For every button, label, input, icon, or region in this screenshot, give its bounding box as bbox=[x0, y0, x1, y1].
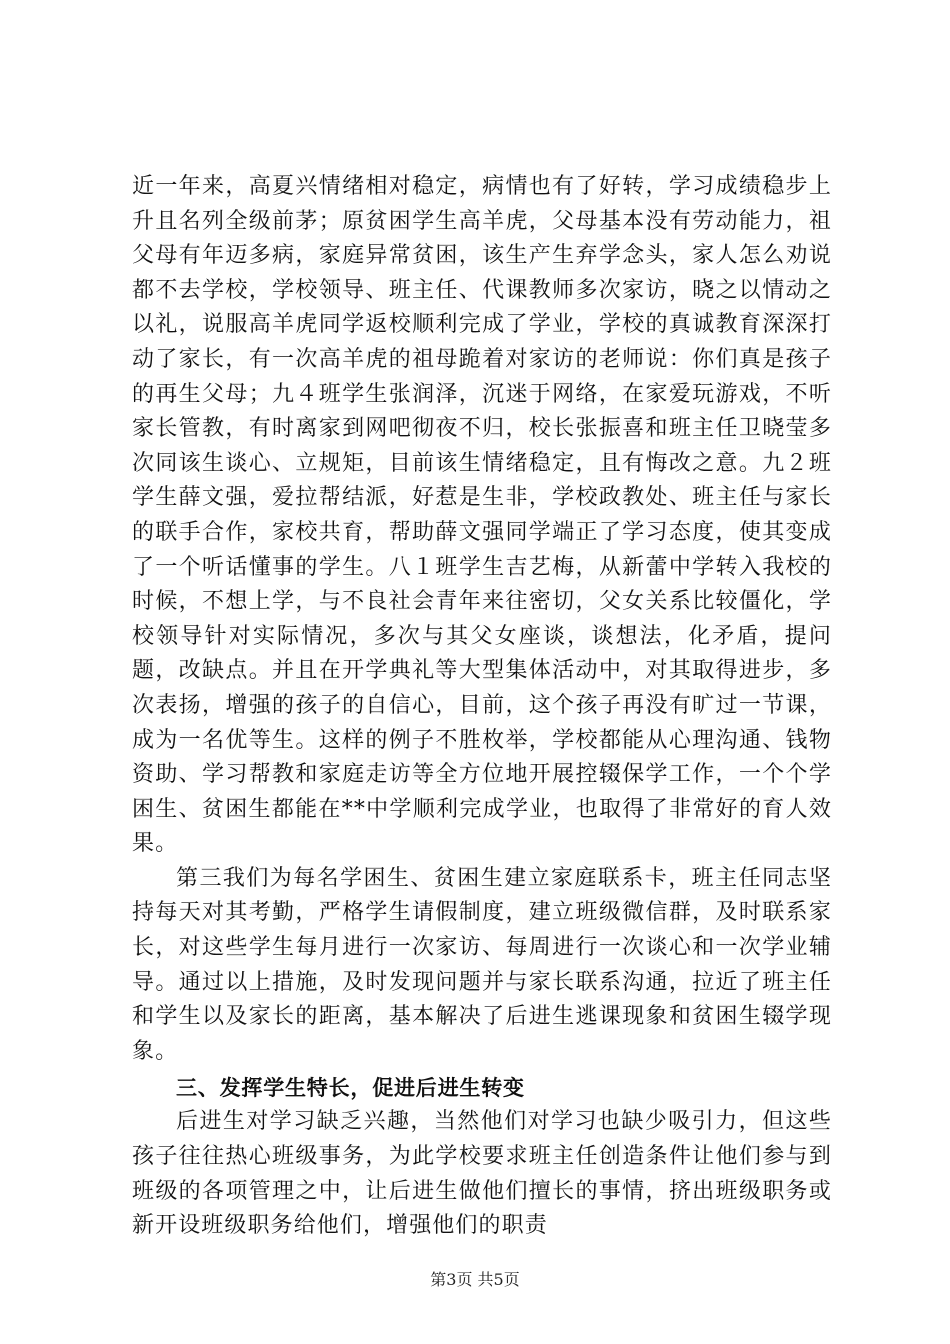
page-number-footer: 第3页 共5页 bbox=[430, 1270, 520, 1289]
body-paragraph: 后进生对学习缺乏兴趣，当然他们对学习也缺少吸引力，但这些孩子往往热心班级事务，为此学校要求班主任创造条件让他们参与到班级的各项管理之中，让后进生做他们擅长的事情，挤出班级职务或新开设班级职务给他们，增强他们的职责 bbox=[132, 1109, 832, 1239]
body-paragraph: 近一年来，高夏兴情绪相对稳定，病情也有了好转，学习成绩稳步上升且名列全级前茅；原贫困学生高羊虎，父母基本没有劳动能力，祖父母有年迈多病，家庭异常贫困，该生产生弃学念头，家人怎么劝说都不去学校，学校领导、班主任、代课教师多次家访，晓之以情动之以礼，说服高羊虎同学返校顺利完成了学业，学校的真诚教育深深打动了家长，有一次高羊虎的祖母跪着对家访的老师说：你们真是孩子的再生父母；九４班学生张润泽，沉迷于网络，在家爱玩游戏，不听家长管教，有时离家到网吧彻夜不归，校长张振喜和班主任卫晓莹多次同该生谈心、立规矩，目前该生情绪稳定，且有悔改之意。九２班学生薛文强，爱拉帮结派，好惹是生非，学校政教处、班主任与家长的联手合作，家校共育，帮助薛文强同学端正了学习态度，使其变成了一个听话懂事的学生。八１班学生吉艺梅，从新蕾中学转入我校的时候，不想上学，与不良社会青年来往密切，父女关系比较僵化，学校领导针对实际情况，多次与其父女座谈，谈想法，化矛盾，提问题，改缺点。并且在开学典礼等大型集体活动中，对其取得进步，多次表扬，增强的孩子的自信心，目前，这个孩子再没有旷过一节课，成为一名优等生。这样的例子不胜枚举，学校都能从心理沟通、钱物资助、学习帮教和家庭走访等全方位地开展控辍保学工作，一个个学困生、贫困生都能在**中学顺利完成学业，也取得了非常好的育人效果。 bbox=[132, 174, 832, 857]
document-body bbox=[132, 170, 832, 1244]
body-paragraph: 第三我们为每名学困生、贫困生建立家庭联系卡，班主任同志坚持每天对其考勤，严格学生请假制度，建立班级微信群，及时联系家长，对这些学生每月进行一次家访、每周进行一次谈心和一次学业辅导。通过以上措施，及时发现问题并与家长联系沟通，拉近了班主任和学生以及家长的距离，基本解决了后进生逃课现象和贫困生辍学现象。 bbox=[132, 865, 832, 1064]
section-heading: 三、发挥学生特长，促进后进生转变 bbox=[176, 1076, 525, 1101]
